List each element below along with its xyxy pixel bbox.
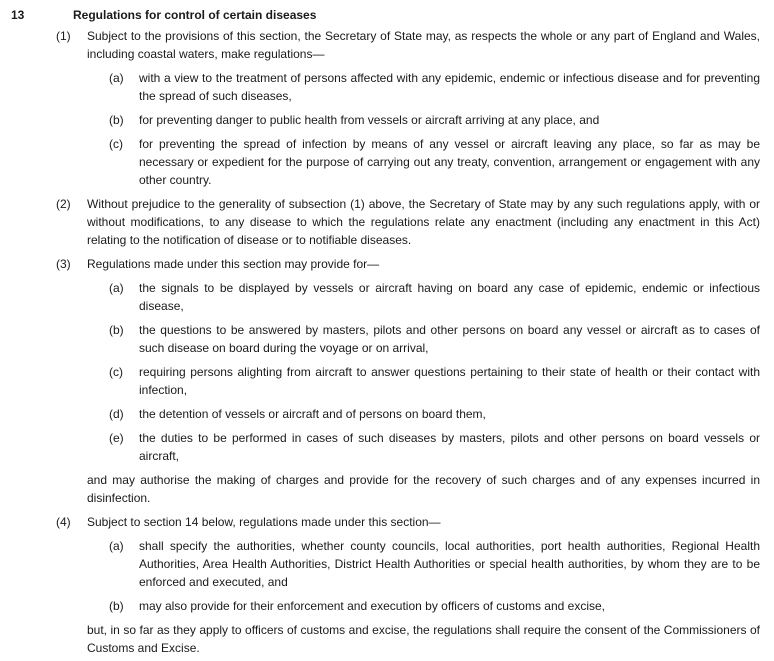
subsection-number: (1) — [56, 29, 71, 43]
section-title: Regulations for control of certain diseases — [73, 8, 317, 22]
subsection-text: Without prejudice to the generality of subsection (1) above, the Secretary of State may by any such regulations apply, with or without modifications, to any disease to which the regulations relate any enactment (including any enactment in this Act) relating to the notification of disease or to notifiable diseases. — [87, 197, 760, 247]
paragraph-number: (b) — [109, 323, 124, 337]
subsection-number: (2) — [56, 197, 71, 211]
paragraph-text: for preventing danger to public health from vessels or aircraft arriving at any place, and — [139, 113, 600, 127]
paragraph-text: shall specify the authorities, whether county councils, local authorities, port health authorities, Regional Health Authorities, Area Health Authorities, District Health Authorities or special health authorities, by whom they are to be enforced and executed, and — [139, 539, 760, 589]
paragraph-text: the questions to be answered by masters, pilots and other persons on board any vessel or aircraft as to cases of such disease on board during the voyage or on arrival, — [139, 323, 760, 355]
paragraph-text: for preventing the spread of infection by means of any vessel or aircraft leaving any place, so far as may be necessary or expedient for the purpose of carrying out any treaty, convention, arrangement or engagement with any other country. — [139, 137, 760, 187]
subsection-text: Subject to section 14 below, regulations made under this section— — [87, 515, 441, 529]
paragraph-number: (b) — [109, 599, 124, 613]
paragraph-text: the signals to be displayed by vessels or aircraft having on board any case of epidemic, endemic or infectious disease, — [139, 281, 760, 313]
subsection-text: Subject to the provisions of this section, the Secretary of State may, as respects the whole or any part of England and Wales, including coastal waters, make regulations— — [87, 29, 760, 61]
section-heading — [0, 6, 774, 24]
paragraph-number: (b) — [109, 113, 124, 127]
paragraph-number: (c) — [109, 365, 123, 379]
paragraph-text: with a view to the treatment of persons affected with any epidemic, endemic or infectious disease and for preventing the spread of such diseases, — [139, 71, 760, 103]
paragraph-number: (e) — [109, 431, 124, 445]
paragraph-text: may also provide for their enforcement and execution by officers of customs and excise, — [139, 599, 606, 613]
subsection-number: (4) — [56, 515, 71, 529]
paragraph-number: (d) — [109, 407, 124, 421]
subsection-number: (3) — [56, 257, 71, 271]
paragraph-text: the detention of vessels or aircraft and of persons on board them, — [139, 407, 486, 421]
paragraph-text: requiring persons alighting from aircraft to answer questions pertaining to their state of health or their contact with infection, — [139, 365, 760, 397]
subsection-text: Regulations made under this section may provide for— — [87, 257, 380, 271]
paragraph-text: the duties to be performed in cases of such diseases by masters, pilots and other persons on board vessels or aircraft, — [139, 431, 760, 463]
subsection-3-closing-text: and may authorise the making of charges and provide for the recovery of such charges and of any expenses incurred in disinfection. — [87, 473, 760, 505]
section-number: 13 — [11, 8, 25, 22]
paragraph-number: (a) — [109, 281, 124, 295]
paragraph-number: (a) — [109, 71, 124, 85]
paragraph-number: (a) — [109, 539, 124, 553]
subsection-4-closing-text: but, in so far as they apply to officers of customs and excise, the regulations shall require the consent of the Commissioners of Customs and Excise. — [87, 623, 760, 655]
paragraph-number: (c) — [109, 137, 123, 151]
